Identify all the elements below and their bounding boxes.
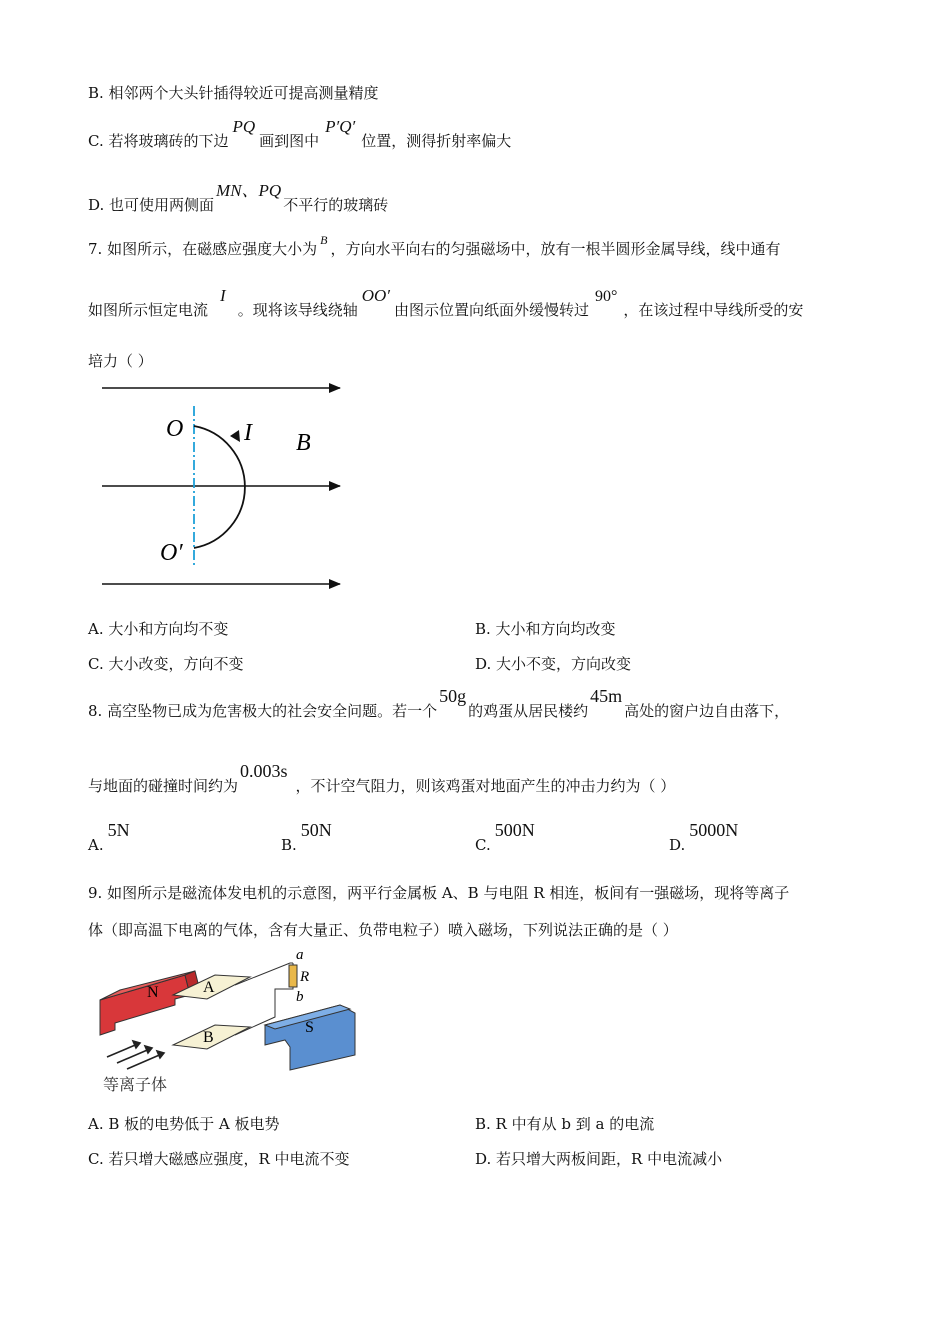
q6-option-d-text-1: D. 也可使用两侧面 [88, 196, 215, 214]
q8-stem-text-2: 的鸡蛋从居民楼约 [468, 702, 589, 720]
q6-option-c-text-1: C. 若将玻璃砖的下边 [88, 132, 229, 150]
q7-option-d: D. 大小不变，方向改变 [475, 655, 632, 673]
q6-option-b: B. 相邻两个大头针插得较近可提高测量精度 [88, 84, 379, 102]
q9-option-c: C. 若只增大磁感应强度，R 中电流不变 [88, 1150, 350, 1168]
label-s: S [305, 1019, 314, 1036]
value-45m: 45m [590, 686, 623, 706]
q6-option-c [88, 117, 512, 151]
q7-stem-text-6: ，在该过程中导线所受的安 [623, 301, 804, 319]
q9-option-a: A. B 板的电势低于 A 板电势 [88, 1115, 280, 1133]
q8-stem-text-4: 与地面的碰撞时间约为 [88, 777, 239, 795]
q8-stem-text-3: 高处的窗户边自由落下， [624, 702, 790, 720]
plasma-arrows [107, 1041, 164, 1069]
label-b-terminal: b [296, 989, 304, 1005]
q8-option-d [669, 820, 739, 855]
math-oo-prime: OO′ [361, 286, 390, 305]
q8-option-b-value: 50N [300, 820, 332, 840]
math-mn-pq: MN、PQ [216, 181, 282, 200]
q8-stem-line-1 [88, 686, 790, 721]
math-pq: PQ [232, 117, 256, 136]
q8-option-c [475, 820, 535, 855]
q8-stem-line-2 [88, 761, 676, 796]
q8-option-a-letter: A. [88, 836, 104, 854]
q8-stem-text-5: ，不计空气阻力，则该鸡蛋对地面产生的冲击力约为（ ） [295, 777, 676, 795]
q7-stem-text-1: 7. 如图所示，在磁感应强度大小为 [88, 240, 318, 258]
q8-option-b-letter: B. [281, 836, 297, 854]
q7-stem-line-2 [88, 286, 804, 320]
q8-stem-text-1: 8. 高空坠物已成为危害极大的社会安全问题。若一个 [88, 702, 438, 720]
math-b: B [320, 233, 328, 247]
q7-stem-line-1 [88, 233, 781, 259]
label-b: B [296, 430, 311, 456]
q8-option-d-letter: D. [669, 836, 686, 854]
q7-stem-text-5: 由图示位置向纸面外缓慢转过 [393, 301, 589, 319]
q7-option-c: C. 大小改变，方向不变 [88, 655, 244, 673]
label-a-terminal: a [296, 947, 304, 963]
q7-option-a: A. 大小和方向均不变 [88, 620, 229, 638]
value-0-003s: 0.003s [240, 761, 288, 781]
q8-option-c-value: 500N [494, 820, 535, 840]
q7-stem-text-3: 如图所示恒定电流 [88, 301, 209, 319]
resistor-r [289, 965, 297, 987]
label-o-prime: O′ [160, 540, 183, 566]
current-arrow-icon [230, 430, 240, 442]
magnet-s [265, 1005, 355, 1070]
q9-option-b: B. R 中有从 b 到 a 的电流 [475, 1115, 655, 1133]
q6-option-c-text-3: 位置，测得折射率偏大 [361, 132, 512, 150]
q7-option-b: B. 大小和方向均改变 [475, 620, 616, 638]
label-r: R [300, 969, 310, 985]
label-o: O [166, 416, 184, 442]
q7-stem-line-3: 培力（ ） [88, 352, 153, 370]
math-p-prime-q-prime: P′Q′ [325, 117, 356, 136]
q6-option-d [88, 181, 389, 215]
q7-stem-text-2: ，方向水平向右的匀强磁场中，放有一根半圆形金属导线，线中通有 [330, 240, 781, 258]
q9-option-d: D. 若只增大两板间距，R 中电流减小 [475, 1150, 723, 1168]
q6-option-d-text-2: 不平行的玻璃砖 [283, 196, 389, 214]
label-b-plate: B [203, 1029, 214, 1046]
magnet-n [100, 971, 200, 1035]
label-n: N [147, 984, 159, 1001]
q8-option-d-value: 5000N [689, 820, 739, 840]
label-a-plate: A [203, 979, 215, 996]
q9-stem-line-1: 9. 如图所示是磁流体发电机的示意图，两平行金属板 A、B 与电阻 R 相连，板间有一强磁场，现将等离子 [88, 884, 790, 902]
wire-top [235, 963, 293, 985]
math-i: I [220, 286, 226, 305]
math-90-degrees: 90° [595, 288, 618, 305]
q9-mhd-generator-figure [95, 945, 365, 1095]
q9-stem-line-2: 体（即高温下电离的气体，含有大量正、负带电粒子）喷入磁场，下列说法正确的是（ ） [88, 921, 678, 939]
q8-option-b [281, 820, 332, 855]
semicircle-wire [194, 426, 245, 548]
value-50g: 50g [439, 686, 467, 706]
q6-option-c-text-2: 画到图中 [259, 132, 320, 150]
q7-magnetic-field-figure [90, 370, 360, 595]
q8-option-a [88, 820, 130, 855]
label-i: I [244, 420, 252, 446]
q7-stem-text-4: 。现将该导线绕轴 [237, 301, 358, 319]
label-plasma: 等离子体 [103, 1075, 168, 1094]
q8-option-c-letter: C. [475, 836, 491, 854]
q8-option-a-value: 5N [107, 820, 130, 840]
